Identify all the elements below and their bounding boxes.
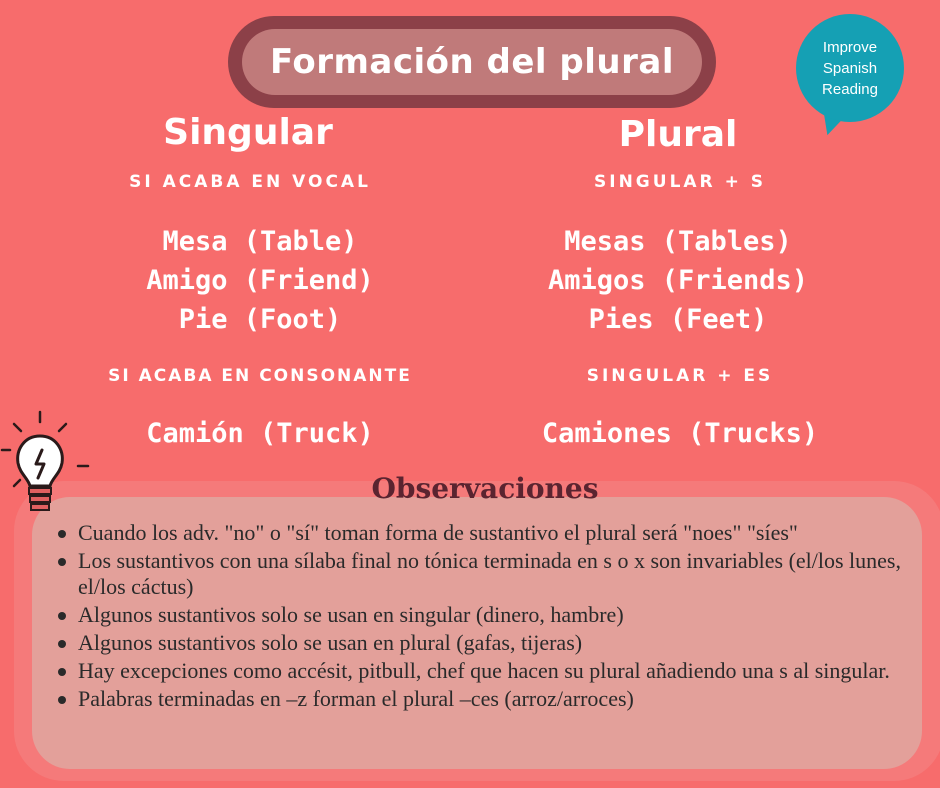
plural-heading: Plural <box>618 114 738 155</box>
plural-example: Camiones (Trucks) <box>541 418 819 449</box>
singular-rule-vowel: SI ACABA EN VOCAL <box>129 172 371 192</box>
singular-example: Pie (Foot) <box>178 304 342 335</box>
plural-rule-vowel: SINGULAR + S <box>594 172 766 192</box>
singular-example: Camión (Truck) <box>146 418 374 449</box>
list-item: Hay excepciones como accésit, pitbull, chef que hacen su plural añadiendo una s al singular. <box>54 658 914 684</box>
plural-example: Amigos (Friends) <box>547 265 809 296</box>
badge-line-3: Reading <box>822 80 878 98</box>
list-item: Algunos sustantivos solo se usan en singular (dinero, hambre) <box>54 602 914 628</box>
plural-example: Mesas (Tables) <box>564 226 792 257</box>
page-title: Formación del plural <box>269 42 674 82</box>
list-item: Algunos sustantivos solo se usan en plural (gafas, tijeras) <box>54 630 914 656</box>
observations-list <box>54 520 914 714</box>
title-banner-inner <box>242 29 702 95</box>
singular-rule-consonant: SI ACABA EN CONSONANTE <box>108 366 412 386</box>
title-banner <box>228 16 716 108</box>
singular-heading: Singular <box>163 112 333 153</box>
singular-example: Mesa (Table) <box>162 226 358 257</box>
singular-example: Amigo (Friend) <box>146 265 374 296</box>
observations-title: Observaciones <box>371 472 599 505</box>
list-item: Cuando los adv. "no" o "sí" toman forma de sustantivo el plural será "noes" "síes" <box>54 520 914 546</box>
plural-examples-consonant <box>470 414 890 453</box>
plural-example: Pies (Feet) <box>588 304 768 335</box>
singular-examples-vowel <box>60 222 460 339</box>
list-item: Palabras terminadas en –z forman el plural –ces (arroz/arroces) <box>54 686 914 712</box>
plural-examples-vowel <box>478 222 878 339</box>
badge-line-2: Spanish <box>822 59 878 77</box>
badge-line-1: Improve <box>822 38 878 56</box>
plural-rule-consonant: SINGULAR + ES <box>586 366 774 386</box>
singular-examples-consonant <box>60 414 460 453</box>
improve-spanish-reading-badge <box>796 14 908 126</box>
list-item: Los sustantivos con una sílaba final no tónica terminada en s o x son invariables (el/los lunes, el/los cáctus) <box>54 548 914 600</box>
badge-bubble <box>796 14 904 122</box>
lightbulb-icon <box>0 408 100 528</box>
